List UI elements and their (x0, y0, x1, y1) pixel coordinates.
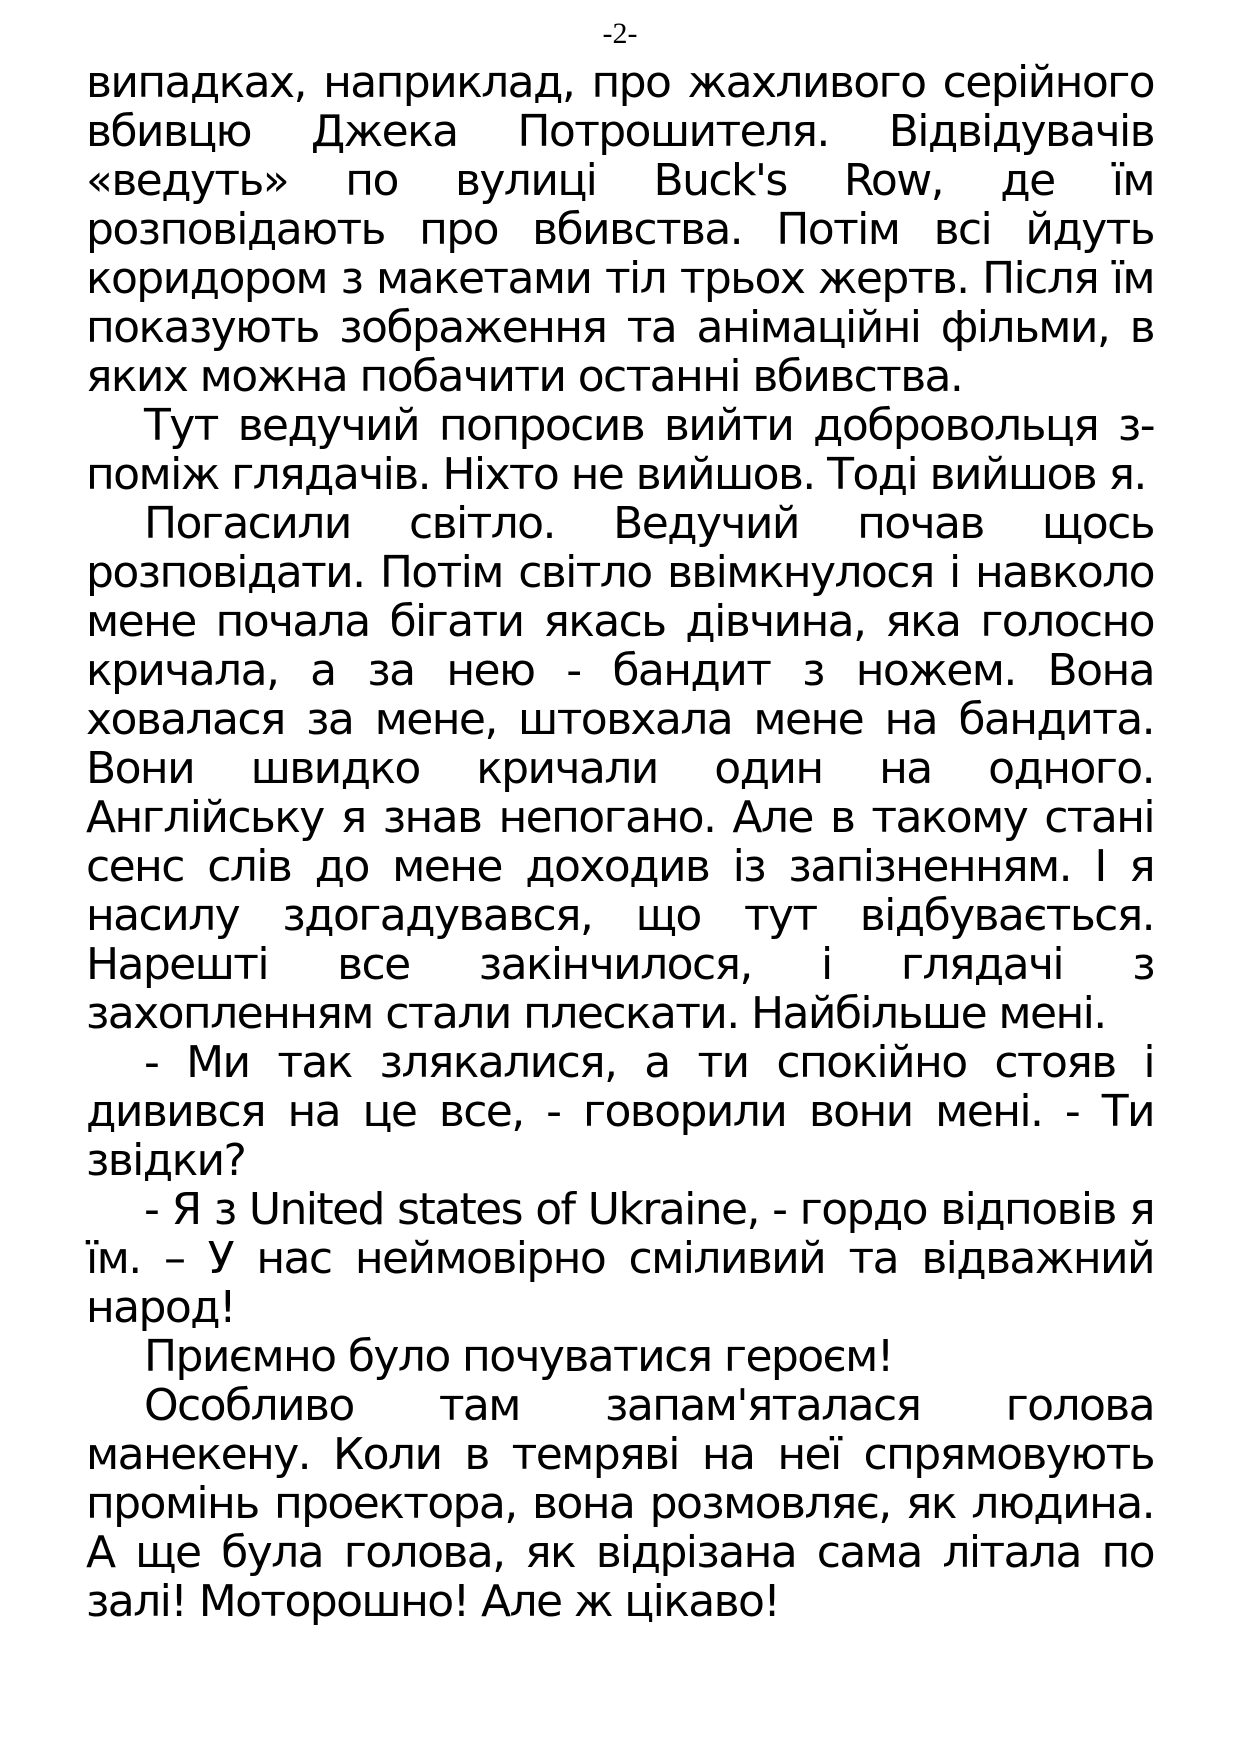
paragraph-dialogue-answer: - Я з United states of Ukraine, - гордо відповів я їм. – У нас неймовірно сміливий та відважний народ! (86, 1184, 1154, 1333)
page-number: -2- (602, 17, 638, 50)
document-body (86, 58, 1154, 1626)
paragraph-hero: Приємно було почуватися героєм! (144, 1331, 893, 1382)
paragraph-performance: Погасили світло. Ведучий почав щось розповідати. Потім світло ввімкнулося і навколо мене почала бігати якась дівчина, яка голосно кричала, а за нею - бандит з ножем. Вона ховалася за мене, штовхала мене на бандита. Вони швидко кричали один на одного. Англійську я знав непогано. Але в такому стані сенс слів до мене доходив із запізненням. І я насилу здогадувався, що тут відбувається. Нарешті все закінчилося, і глядачі з захопленням стали плескати. Найбільше мені. (86, 498, 1154, 1039)
paragraph-mannequin: Особливо там запам'яталася голова манекену. Коли в темряві на неї спрямовують промінь проектора, вона розмовляє, як людина. А ще була голова, як відрізана сама літала по залі! Моторошно! Але ж цікаво! (86, 1380, 1154, 1627)
paragraph-volunteer: Тут ведучий попросив вийти добровольця з-поміж глядачів. Ніхто не вийшов. Тоді вийшов я. (86, 400, 1154, 500)
paragraph-dialogue-question: - Ми так злякалися, а ти спокійно стояв і дивився на це все, - говорили вони мені. - Ти звідки? (86, 1037, 1154, 1186)
paragraph-continuation: випадках, наприклад, про жахливого серійного вбивцю Джека Потрошителя. Відвідувачів «ведуть» по вулиці Buck's Row, де їм розповідають про вбивства. Потім всі йдуть коридором з макетами тіл трьох жертв. Після їм показують зображення та анімаційні фільми, в яких можна побачити останні вбивства. (86, 57, 1154, 402)
